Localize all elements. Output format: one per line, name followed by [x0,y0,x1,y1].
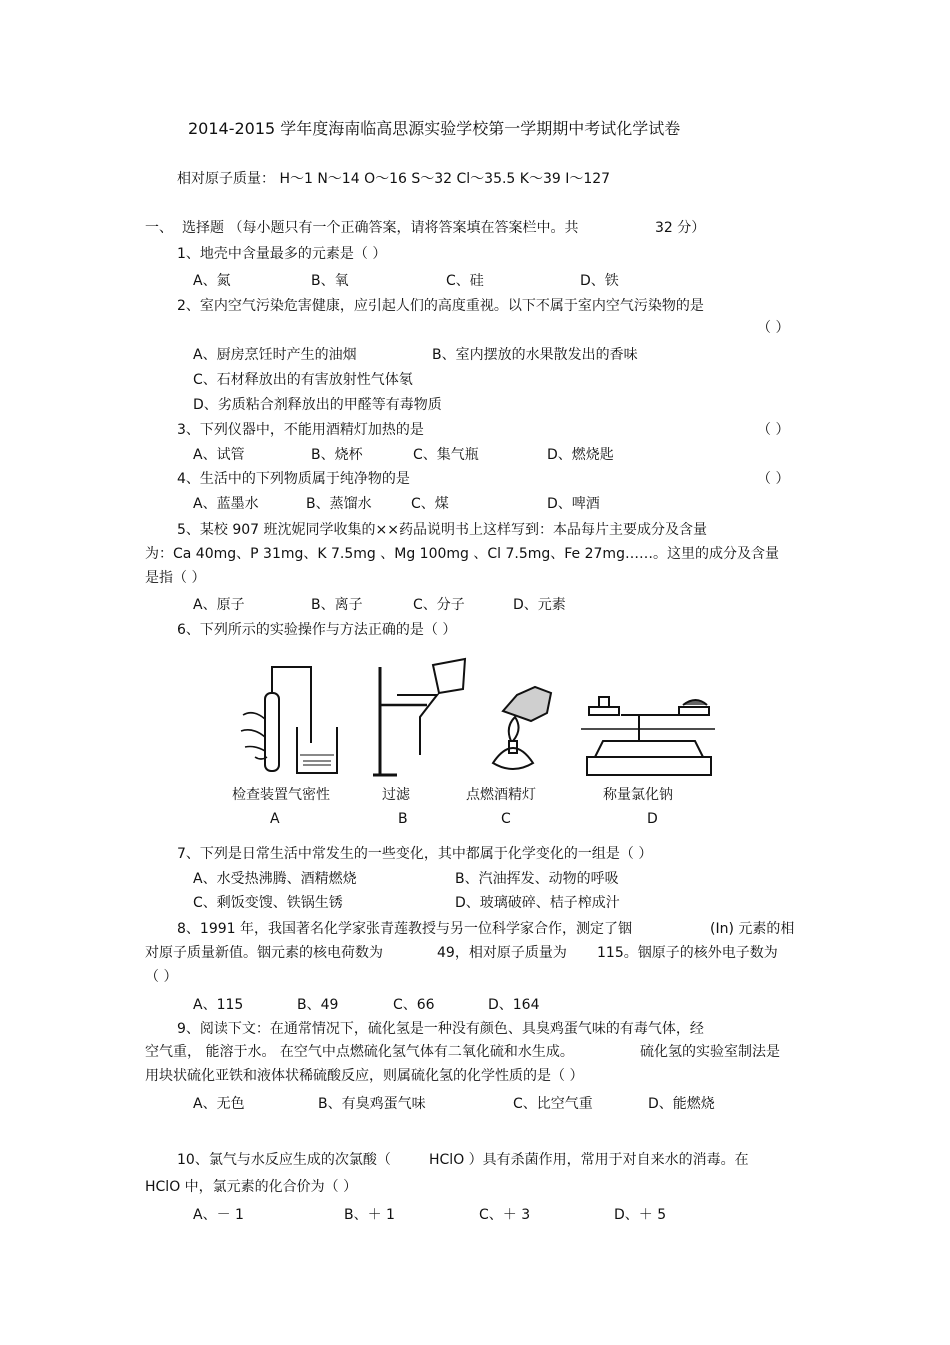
q6-caption-d: 称量氯化钠 [603,787,673,803]
q4-stem: 4、生活中的下列物质属于纯净物的是 [177,471,410,487]
section-label: 一、 [145,220,173,236]
q1-option-a: A、氮 [193,273,231,289]
q2-option-a: A、厨房烹饪时产生的油烟 [193,347,357,363]
q2-option-b: B、室内摆放的水果散发出的香味 [432,347,638,363]
q4-option-d: D、啤酒 [547,496,600,512]
q3-stem: 3、下列仪器中，不能用酒精灯加热的是 [177,422,424,438]
q8-line2-end: 115。铟原子的核外电子数为 [597,945,778,961]
q3-option-d: D、燃烧匙 [547,447,614,463]
q5-option-d: D、元素 [513,597,566,613]
q8-option-b: B、49 [297,997,339,1013]
lab-figure-drawing [215,645,725,835]
q10-option-c: C、＋ 3 [479,1207,531,1223]
q3-option-b: B、烧杯 [311,447,363,463]
q6-stem: 6、下列所示的实验操作与方法正确的是（ ） [177,622,457,638]
q9-option-d: D、能燃烧 [648,1096,715,1112]
q1-option-d: D、铁 [580,273,619,289]
section-score: 32 分） [655,220,706,236]
q7-option-d: D、玻璃破碎、桔子榨成汁 [455,895,620,911]
q10-option-d: D、＋ 5 [614,1207,667,1223]
q7-stem: 7、下列是日常生活中常发生的一些变化，其中都属于化学变化的一组是（ ） [177,846,653,862]
q8-line1: 8、1991 年，我国著名化学家张青莲教授与另一位科学家合作，测定了铟 [177,921,632,937]
q4-option-b: B、蒸馏水 [306,496,372,512]
q6-caption-a: 检查装置气密性 [232,787,330,803]
q4-answer-paren: （ ） [757,471,790,487]
q1-option-c: C、硅 [446,273,484,289]
q10-line1: 10、氯气与水反应生成的次氯酸（ [177,1152,391,1168]
q8-option-d: D、164 [488,997,540,1013]
q4-option-a: A、蓝墨水 [193,496,259,512]
alcohol-lamp-image [493,687,551,769]
atomic-mass-line: 相对原子质量： H～1 N～14 O～16 S～32 Cl～35.5 K～39 I～127 [177,171,611,187]
q10-line2: HClO 中，氯元素的化合价为（ ） [145,1179,358,1195]
q9-line3: 用块状硫化亚铁和液体状稀硫酸反应，则属硫化氢的化学性质的是（ ） [145,1068,584,1084]
balance-scale-image [581,697,715,775]
q3-option-c: C、集气瓶 [413,447,479,463]
q10-line1-end: HClO ）具有杀菌作用，常用于对自来水的消毒。在 [429,1152,749,1168]
q9-line2: 空气重， 能溶于水。 在空气中点燃硫化氢气体有二氧化硫和水生成。 [145,1044,574,1060]
q7-option-b: B、汽油挥发、动物的呼吸 [455,871,619,887]
q6-letter-b: B [398,811,408,827]
q6-letter-a: A [270,811,280,827]
q9-line2-end: 硫化氢的实验室制法是 [640,1044,780,1060]
filtration-apparatus-image [373,659,465,775]
q5-line2: 为：Ca 40mg、P 31mg、K 7.5mg 、Mg 100mg 、Cl 7.5mg、Fe 27mg……。这里的成分及含量 [145,546,779,562]
q2-answer-paren: （ ） [757,320,790,336]
q6-caption-c: 点燃酒精灯 [466,787,536,803]
q2-option-d: D、劣质粘合剂释放出的甲醛等有毒物质 [193,397,442,413]
section-heading: 选择题 （每小题只有一个正确答案，请将答案填在答案栏中。共 [182,220,579,236]
q5-line3: 是指（ ） [145,570,206,586]
q3-answer-paren: （ ） [757,422,790,438]
q7-option-a: A、水受热沸腾、酒精燃烧 [193,871,357,887]
q10-option-a: A、－ 1 [193,1207,244,1223]
q8-line1-end: (In) 元素的相 [710,921,795,937]
q9-line1: 9、阅读下文：在通常情况下，硫化氢是一种没有颜色、具臭鸡蛋气味的有毒气体，经 [177,1021,704,1037]
q8-line2-mid: 49，相对原子质量为 [437,945,567,961]
q8-line3: （ ） [145,969,178,985]
q9-option-b: B、有臭鸡蛋气味 [318,1096,426,1112]
q8-option-c: C、66 [393,997,435,1013]
q6-letter-d: D [647,811,658,827]
q8-option-a: A、115 [193,997,244,1013]
q9-option-c: C、比空气重 [513,1096,593,1112]
q4-option-c: C、煤 [411,496,449,512]
q5-option-a: A、原子 [193,597,245,613]
airtightness-apparatus-image [241,667,337,773]
q3-option-a: A、试管 [193,447,245,463]
q10-option-b: B、＋ 1 [344,1207,395,1223]
q7-option-c: C、剩饭变馊、铁锅生锈 [193,895,343,911]
q2-stem: 2、室内空气污染危害健康，应引起人们的高度重视。以下不属于室内空气污染物的是 [177,298,704,314]
q1-option-b: B、氧 [311,273,349,289]
q5-option-c: C、分子 [413,597,465,613]
q6-letter-c: C [501,811,511,827]
q9-option-a: A、无色 [193,1096,245,1112]
q8-line2: 对原子质量新值。铟元素的核电荷数为 [145,945,383,961]
lab-operations-figure [215,645,725,835]
q1-stem: 1、地壳中含量最多的元素是（ ） [177,246,387,262]
exam-title: 2014-2015 学年度海南临高思源实验学校第一学期期中考试化学试卷 [188,119,681,138]
q2-option-c: C、石材释放出的有害放射性气体氡 [193,372,413,388]
q5-option-b: B、离子 [311,597,363,613]
q5-line1: 5、某校 907 班沈妮同学收集的××药品说明书上这样写到：本品每片主要成分及含量 [177,522,707,538]
q6-caption-b: 过滤 [382,787,410,803]
